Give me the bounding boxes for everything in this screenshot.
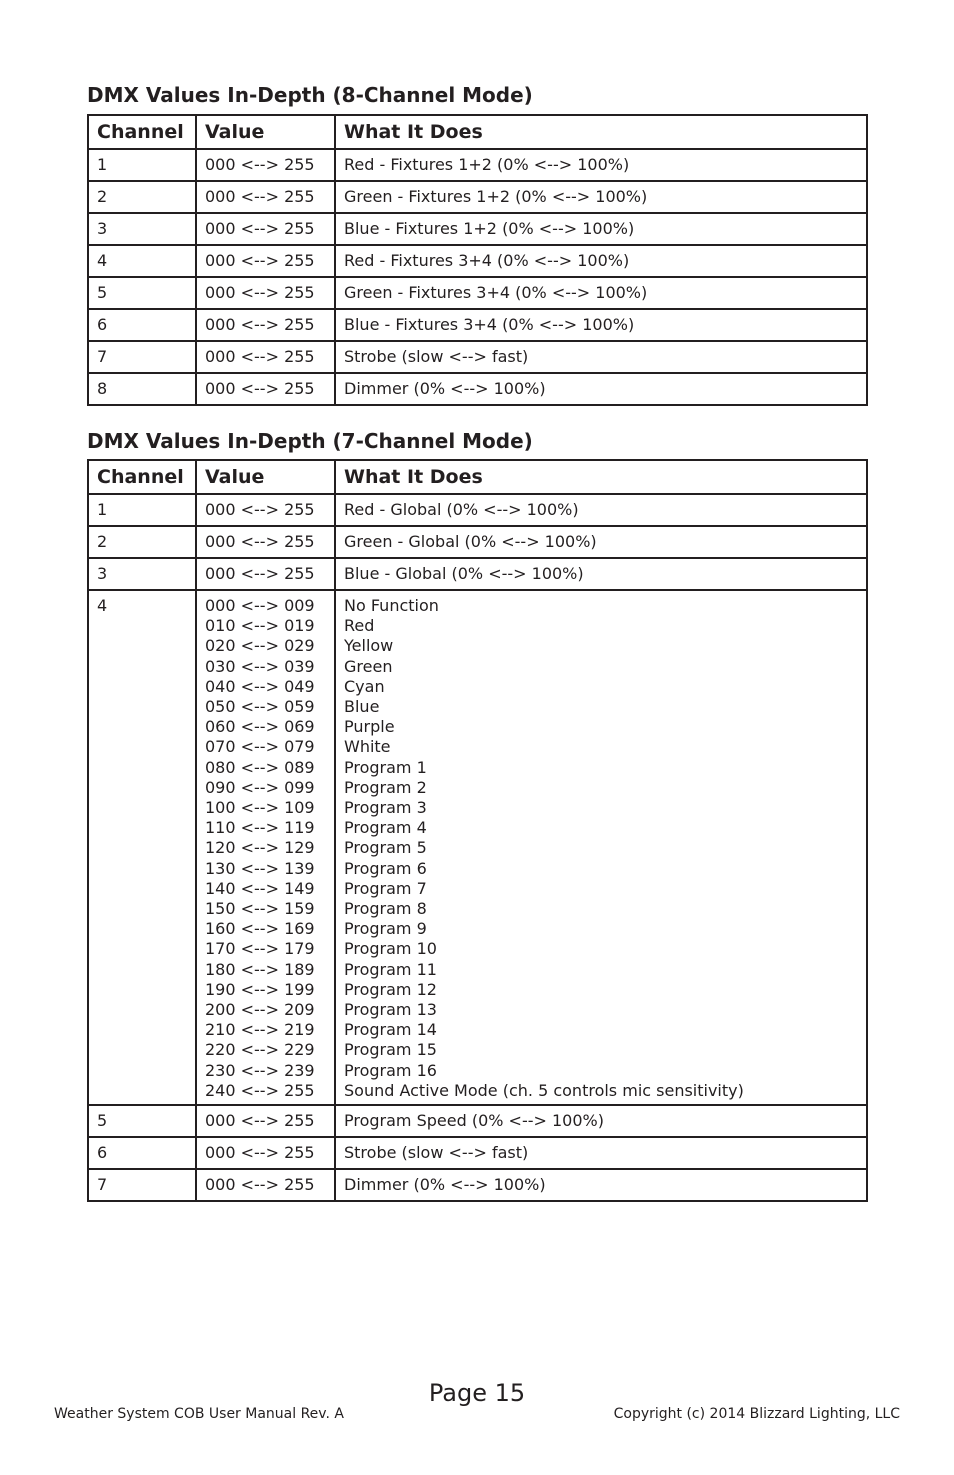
cell-channel: 2 bbox=[88, 181, 196, 213]
header-what-it-does: What It Does bbox=[335, 115, 867, 149]
function-label: Red bbox=[344, 616, 375, 636]
cell-function bbox=[335, 590, 867, 1105]
function-label: Program 12 bbox=[344, 979, 437, 999]
function-label: Program 1 bbox=[344, 757, 427, 777]
cell-channel: 1 bbox=[88, 494, 196, 526]
dmx-table-7-channel bbox=[87, 459, 868, 1202]
function-label: Program 14 bbox=[344, 1020, 437, 1040]
value-range: 210 <--> 219 bbox=[205, 1020, 315, 1040]
table-row bbox=[88, 309, 867, 341]
function-label: Cyan bbox=[344, 676, 385, 696]
cell-function: Strobe (slow <--> fast) bbox=[335, 341, 867, 373]
table-row bbox=[88, 1169, 867, 1201]
cell-channel: 1 bbox=[88, 149, 196, 181]
cell-function: Red - Global (0% <--> 100%) bbox=[335, 494, 867, 526]
table-row bbox=[88, 341, 867, 373]
header-channel: Channel bbox=[88, 460, 196, 494]
function-label: Yellow bbox=[344, 636, 394, 656]
table-row bbox=[88, 213, 867, 245]
cell-function: Green - Global (0% <--> 100%) bbox=[335, 526, 867, 558]
cell-channel: 3 bbox=[88, 558, 196, 590]
table-row bbox=[88, 1105, 867, 1137]
value-range: 220 <--> 229 bbox=[205, 1040, 315, 1060]
value-range: 030 <--> 039 bbox=[205, 656, 315, 676]
cell-value: 000 <--> 255 bbox=[196, 277, 335, 309]
table-row bbox=[88, 245, 867, 277]
cell-function: Red - Fixtures 1+2 (0% <--> 100%) bbox=[335, 149, 867, 181]
value-range: 040 <--> 049 bbox=[205, 676, 315, 696]
cell-function: Blue - Fixtures 3+4 (0% <--> 100%) bbox=[335, 309, 867, 341]
function-label: Program 8 bbox=[344, 899, 427, 919]
value-range: 050 <--> 059 bbox=[205, 697, 315, 717]
cell-value: 000 <--> 255 bbox=[196, 373, 335, 405]
table-row bbox=[88, 494, 867, 526]
cell-function: Green - Fixtures 1+2 (0% <--> 100%) bbox=[335, 181, 867, 213]
cell-value: 000 <--> 255 bbox=[196, 494, 335, 526]
header-what-it-does: What It Does bbox=[335, 460, 867, 494]
value-range: 240 <--> 255 bbox=[205, 1080, 315, 1100]
cell-value: 000 <--> 255 bbox=[196, 1137, 335, 1169]
cell-channel: 2 bbox=[88, 526, 196, 558]
value-range: 000 <--> 009 bbox=[205, 596, 315, 615]
cell-value: 000 <--> 255 bbox=[196, 309, 335, 341]
function-label: Sound Active Mode (ch. 5 controls mic sensitivity) bbox=[344, 1080, 744, 1100]
value-range: 080 <--> 089 bbox=[205, 757, 315, 777]
cell-function: Strobe (slow <--> fast) bbox=[335, 1137, 867, 1169]
value-range: 140 <--> 149 bbox=[205, 878, 315, 898]
cell-channel: 5 bbox=[88, 1105, 196, 1137]
footer-copyright: Copyright (c) 2014 Blizzard Lighting, LLC bbox=[613, 1406, 900, 1422]
value-range: 070 <--> 079 bbox=[205, 737, 315, 757]
value-range: 190 <--> 199 bbox=[205, 979, 315, 999]
cell-function: Green - Fixtures 3+4 (0% <--> 100%) bbox=[335, 277, 867, 309]
function-label: Program 9 bbox=[344, 919, 427, 939]
cell-value: 000 <--> 255 bbox=[196, 245, 335, 277]
value-range: 090 <--> 099 bbox=[205, 777, 315, 797]
cell-value: 000 <--> 255 bbox=[196, 341, 335, 373]
section-title-7-channel: DMX Values In-Depth (7-Channel Mode) bbox=[87, 429, 533, 453]
value-range: 110 <--> 119 bbox=[205, 818, 315, 838]
value-range: 200 <--> 209 bbox=[205, 1000, 315, 1020]
page-number: Page 15 bbox=[428, 1379, 526, 1407]
function-label: Program 3 bbox=[344, 798, 427, 818]
function-label: Program 7 bbox=[344, 878, 427, 898]
table-row bbox=[88, 590, 867, 1105]
function-label: Program 16 bbox=[344, 1060, 437, 1080]
value-range: 170 <--> 179 bbox=[205, 939, 315, 959]
function-label: Blue bbox=[344, 697, 380, 717]
value-range: 230 <--> 239 bbox=[205, 1060, 315, 1080]
function-label: White bbox=[344, 737, 391, 757]
table-row bbox=[88, 558, 867, 590]
value-range: 130 <--> 139 bbox=[205, 858, 315, 878]
cell-channel: 7 bbox=[88, 341, 196, 373]
footer-manual-title: Weather System COB User Manual Rev. A bbox=[54, 1406, 344, 1422]
function-label: Green bbox=[344, 656, 393, 676]
cell-value bbox=[196, 590, 335, 1105]
value-range: 120 <--> 129 bbox=[205, 838, 315, 858]
function-label: No Function bbox=[344, 596, 439, 615]
function-label: Program 10 bbox=[344, 939, 437, 959]
cell-channel: 8 bbox=[88, 373, 196, 405]
cell-value: 000 <--> 255 bbox=[196, 1169, 335, 1201]
table-row bbox=[88, 181, 867, 213]
value-range: 060 <--> 069 bbox=[205, 717, 315, 737]
cell-value: 000 <--> 255 bbox=[196, 213, 335, 245]
function-label: Program 4 bbox=[344, 818, 427, 838]
function-label: Purple bbox=[344, 717, 395, 737]
cell-channel: 6 bbox=[88, 309, 196, 341]
cell-value: 000 <--> 255 bbox=[196, 181, 335, 213]
cell-function: Dimmer (0% <--> 100%) bbox=[335, 1169, 867, 1201]
dmx-table-8-channel bbox=[87, 114, 868, 406]
cell-value: 000 <--> 255 bbox=[196, 1105, 335, 1137]
table-row bbox=[88, 373, 867, 405]
function-label: Program 2 bbox=[344, 777, 427, 797]
function-label: Program 11 bbox=[344, 959, 437, 979]
cell-value: 000 <--> 255 bbox=[196, 526, 335, 558]
cell-function: Dimmer (0% <--> 100%) bbox=[335, 373, 867, 405]
header-value: Value bbox=[196, 460, 335, 494]
value-range: 100 <--> 109 bbox=[205, 798, 315, 818]
cell-channel: 7 bbox=[88, 1169, 196, 1201]
function-label: Program 13 bbox=[344, 1000, 437, 1020]
cell-value: 000 <--> 255 bbox=[196, 558, 335, 590]
cell-function: Program Speed (0% <--> 100%) bbox=[335, 1105, 867, 1137]
table-row bbox=[88, 277, 867, 309]
value-range: 180 <--> 189 bbox=[205, 959, 315, 979]
function-label: Program 15 bbox=[344, 1040, 437, 1060]
header-value: Value bbox=[196, 115, 335, 149]
cell-channel: 3 bbox=[88, 213, 196, 245]
cell-channel: 5 bbox=[88, 277, 196, 309]
table-header-row bbox=[88, 115, 867, 149]
table-row bbox=[88, 1137, 867, 1169]
cell-function: Blue - Global (0% <--> 100%) bbox=[335, 558, 867, 590]
value-range: 020 <--> 029 bbox=[205, 636, 315, 656]
section-title-8-channel: DMX Values In-Depth (8-Channel Mode) bbox=[87, 83, 533, 107]
value-range: 160 <--> 169 bbox=[205, 919, 315, 939]
cell-function: Red - Fixtures 3+4 (0% <--> 100%) bbox=[335, 245, 867, 277]
header-channel: Channel bbox=[88, 115, 196, 149]
value-range: 010 <--> 019 bbox=[205, 616, 315, 636]
function-label: Program 6 bbox=[344, 858, 427, 878]
table-row bbox=[88, 149, 867, 181]
function-label: Program 5 bbox=[344, 838, 427, 858]
cell-function: Blue - Fixtures 1+2 (0% <--> 100%) bbox=[335, 213, 867, 245]
cell-value: 000 <--> 255 bbox=[196, 149, 335, 181]
cell-channel: 4 bbox=[88, 590, 196, 1105]
table-header-row bbox=[88, 460, 867, 494]
cell-channel: 4 bbox=[88, 245, 196, 277]
value-range: 150 <--> 159 bbox=[205, 899, 315, 919]
table-row bbox=[88, 526, 867, 558]
cell-channel: 6 bbox=[88, 1137, 196, 1169]
